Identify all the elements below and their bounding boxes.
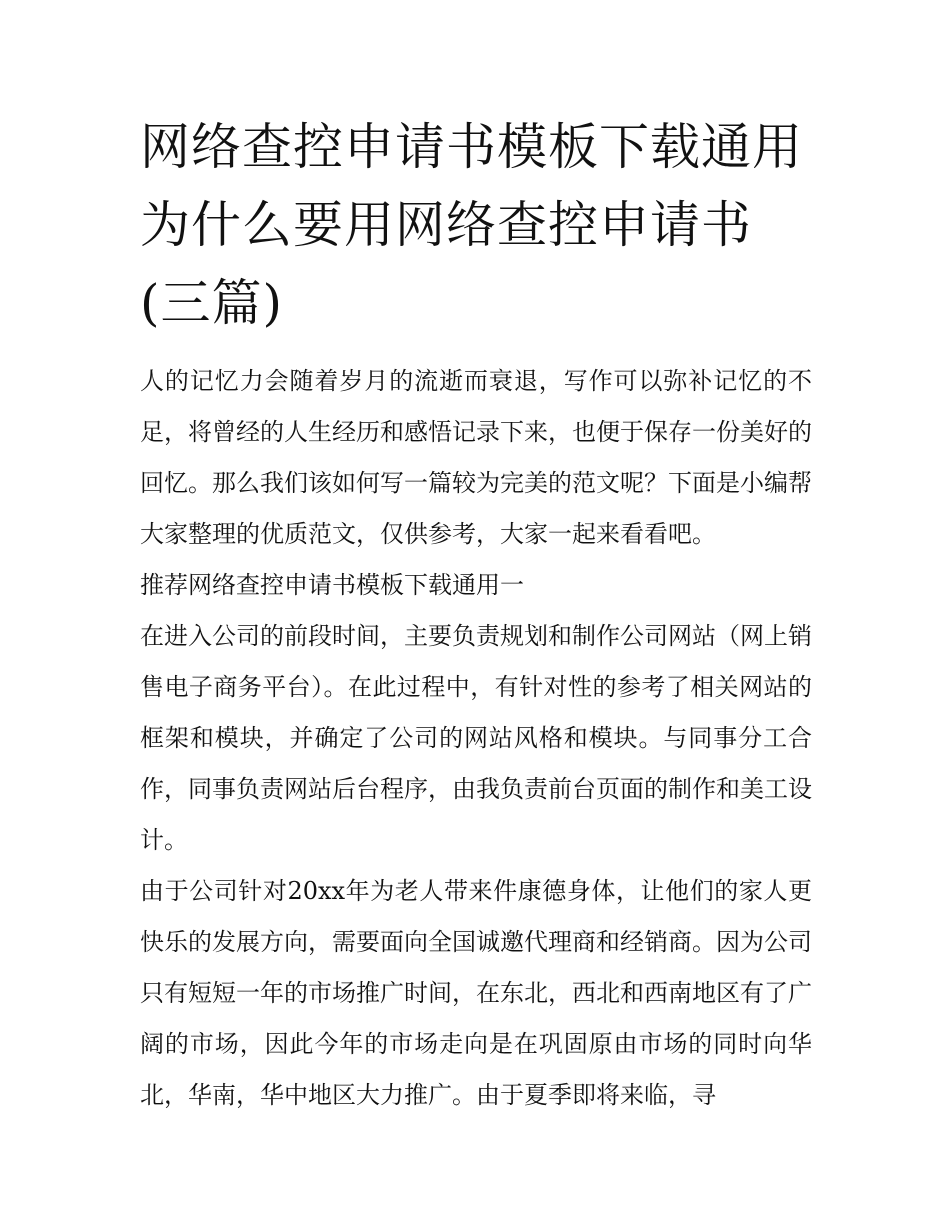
document-body bbox=[140, 356, 812, 1121]
body-paragraph: 在进入公司的前段时间，主要负责规划和制作公司网站（网上销售电子商务平台）。在此过程中，有针对性的参考了相关网站的框架和模块，并确定了公司的网站风格和模块。与同事分工合作，同事负责网站后台程序，由我负责前台页面的制作和美工设计。 bbox=[140, 622, 812, 854]
document-page bbox=[140, 108, 812, 1121]
body-paragraph: 由于公司针对20xx年为老人带来件康德身体，让他们的家人更快乐的发展方向，需要面向全国诚邀代理商和经销商。因为公司只有短短一年的市场推广时间，在东北，西北和西南地区有了广阔的市场，因此今年的市场走向是在巩固原由市场的同时向华北，华南，华中地区大力推广。由于夏季即将来临，寻 bbox=[140, 877, 812, 1109]
intro-paragraph: 人的记忆力会随着岁月的流逝而衰退，写作可以弥补记忆的不足，将曾经的人生经历和感悟记录下来，也便于保存一份美好的回忆。那么我们该如何写一篇较为完美的范文呢？下面是小编帮大家整理的优质范文，仅供参考，大家一起来看看吧。 bbox=[140, 367, 812, 548]
section-heading: 推荐网络查控申请书模板下载通用一 bbox=[140, 571, 524, 599]
document-title: 网络查控申请书模板下载通用为什么要用网络查控申请书(三篇) bbox=[140, 118, 803, 332]
